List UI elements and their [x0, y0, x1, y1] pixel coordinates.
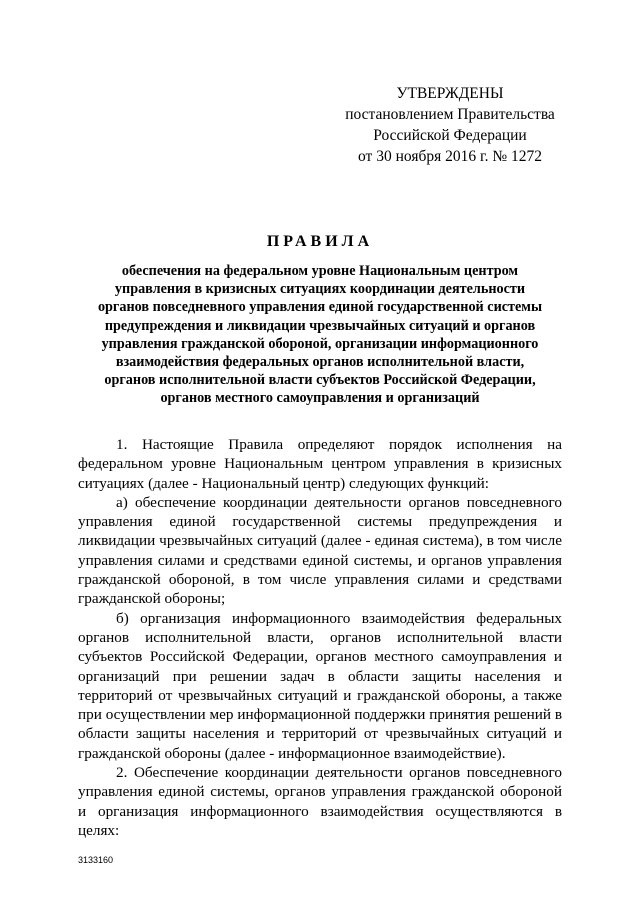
- document-code: 3133160: [78, 855, 114, 865]
- subtitle-line: взаимодействия федеральных органов исполнительной власти,: [115, 354, 525, 371]
- paragraph-1: 1. Настоящие Правила определяют порядок исполнения на федеральном уровне Национальным центром управления в кризисных ситуациях (далее - Национальный центр) следующих функций:: [78, 436, 562, 492]
- paragraph-1b: б) организация информационного взаимодействия федеральных органов исполнительной власти, органов исполнительной власти субъектов Российской Федерации, органов местного самоуправления и организаций при решении задач в области защиты населения и территорий от чрезвычайных ситуаций и гражданской обороны, а также при осуществлении мер информационной поддержки принятия решений в области защиты населения и территорий от чрезвычайных ситуаций и гражданской обороны (далее - информационное взаимодействие).: [78, 609, 562, 762]
- document-subtitle: [78, 262, 562, 408]
- approval-line-1: постановлением Правительства: [345, 106, 555, 123]
- subtitle-line: органов повседневного управления единой государственной системы: [97, 299, 543, 316]
- paragraph-1a: а) обеспечение координации деятельности органов повседневного управления единой государственной системы предупреждения и ликвидации чрезвычайных ситуаций (далее - единая система), в том числе управления силами и средствами единой системы, и органов управления гражданской обороной, в том числе управления силами и средствами гражданской обороны;: [78, 493, 562, 608]
- approval-line-2: Российской Федерации: [373, 127, 527, 144]
- subtitle-line: управления гражданской обороной, организации информационного: [101, 335, 539, 352]
- subtitle-line: управления в кризисных ситуациях координации деятельности: [114, 281, 526, 298]
- approval-heading: УТВЕРЖДЕНЫ: [396, 85, 504, 102]
- approval-line-3: от 30 ноября 2016 г. № 1272: [358, 148, 542, 165]
- subtitle-line: предупреждения и ликвидации чрезвычайных ситуаций и органов: [104, 317, 536, 334]
- subtitle-line: обеспечения на федеральном уровне Национальным центром: [121, 263, 519, 279]
- document-title: ПРАВИЛА: [266, 233, 374, 250]
- subtitle-line: органов исполнительной власти субъектов Российской Федерации,: [104, 372, 536, 389]
- subtitle-line: органов местного самоуправления и организаций: [160, 390, 480, 407]
- approval-block: [330, 83, 570, 167]
- paragraph-2: 2. Обеспечение координации деятельности органов повседневного управления единой системы, органов управления гражданской обороной и организация информационного взаимодействия осуществляются в целях:: [78, 764, 562, 839]
- document-body: [78, 435, 562, 840]
